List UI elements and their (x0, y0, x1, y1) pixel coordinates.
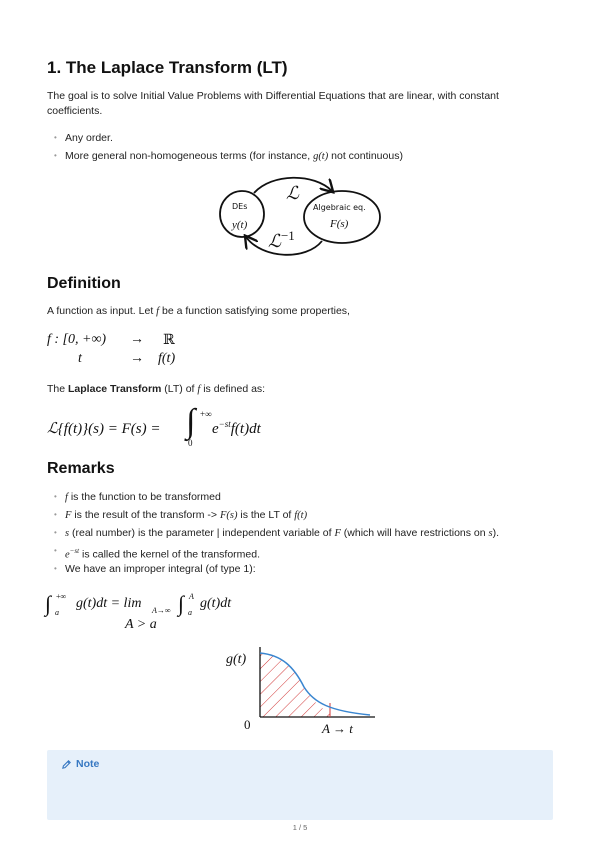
improper-integral-graph (220, 645, 380, 740)
list-item: • s (real number) is the parameter | independent variable of F (which will have restrictions on s). (47, 524, 499, 542)
algebraic-label: Algebraic eq. (313, 203, 366, 212)
limit-subscript: A→∞ (152, 606, 171, 615)
mapping-variable: t (78, 351, 82, 366)
des-sub: y(t) (232, 219, 248, 231)
improper-integral-sign-2: ∫ (178, 591, 185, 616)
intro-list (47, 129, 403, 165)
list-item: • We have an improper integral (of type 1): (47, 560, 499, 578)
list-item: • F is the result of the transform -> F(s) is the LT of f(t) (47, 506, 499, 524)
page-indicator: 1 / 5 (292, 823, 308, 832)
list-item: • $e^{-st}$ is called the kernel of the transformed. (47, 542, 499, 560)
improper-upper: +∞ (56, 592, 67, 601)
list-item-text: More general non-homogeneous terms (for instance, (65, 150, 314, 162)
mapping-image: f(t) (158, 351, 176, 366)
integral-lower: 0 (188, 438, 193, 448)
section-heading: 1. The Laplace Transform (LT) (47, 58, 288, 77)
inverse-symbol: ℒ$^{-1}$ (268, 228, 295, 251)
improper-lower-2: a (188, 608, 192, 617)
improper-lower: a (55, 608, 59, 617)
laplace-diagram (210, 175, 390, 260)
improper-lhs: g(t)dt = lim (76, 596, 142, 611)
note-title-text: Note (76, 758, 100, 770)
graph-origin: 0 (244, 717, 251, 732)
list-item-text: not continuous) (328, 150, 403, 162)
inline-math: g(t) (313, 151, 329, 162)
forward-symbol: ℒ (286, 183, 299, 203)
improper-upper-2: A (189, 592, 194, 601)
list-item (47, 129, 403, 147)
inline-math: f (156, 306, 160, 317)
improper-integral-sign: ∫ (45, 591, 52, 616)
bold-term: Laplace Transform (68, 383, 162, 395)
graph-x-label: A → t (322, 721, 353, 736)
improper-condition: A > a (125, 617, 157, 632)
mapping-arrow-2: → (130, 351, 144, 366)
mapping-codomain: ℝ (163, 333, 175, 348)
intro-paragraph: The goal is to solve Initial Value Problems with Differential Equations that are linear, with constant coefficients. (47, 90, 499, 117)
graph-y-label: g(t) (226, 652, 247, 667)
integral-sign: ∫ (186, 403, 196, 440)
note-title (61, 758, 99, 770)
list-item (47, 147, 403, 165)
list-item: • f is the function to be transformed (47, 488, 499, 506)
lt-definition-text: The Laplace Transform (LT) of f is defined as: (47, 383, 266, 395)
des-label: DEs (232, 202, 248, 211)
mapping-arrow-1: → (130, 332, 144, 347)
remarks-heading: Remarks (47, 460, 115, 477)
list-item-text: Any order. (65, 132, 113, 144)
laplace-formula-lhs: ℒ{f(t)}(s) = F(s) = (47, 421, 161, 437)
definition-heading: Definition (47, 275, 121, 292)
integral-upper: +∞ (200, 409, 212, 419)
laplace-integrand: $e^{-st}f(t)dt$ (212, 419, 261, 437)
improper-rhs: g(t)dt (200, 596, 232, 611)
pencil-icon (61, 759, 72, 770)
remarks-list (47, 488, 499, 578)
algebraic-ellipse (304, 191, 380, 243)
algebraic-sub: F(s) (330, 218, 349, 230)
note-callout (47, 750, 553, 820)
mapping-row-1: f : [0, +∞) (47, 332, 107, 347)
definition-paragraph: A function as input. Let f be a function satisfying some properties, (47, 305, 350, 317)
